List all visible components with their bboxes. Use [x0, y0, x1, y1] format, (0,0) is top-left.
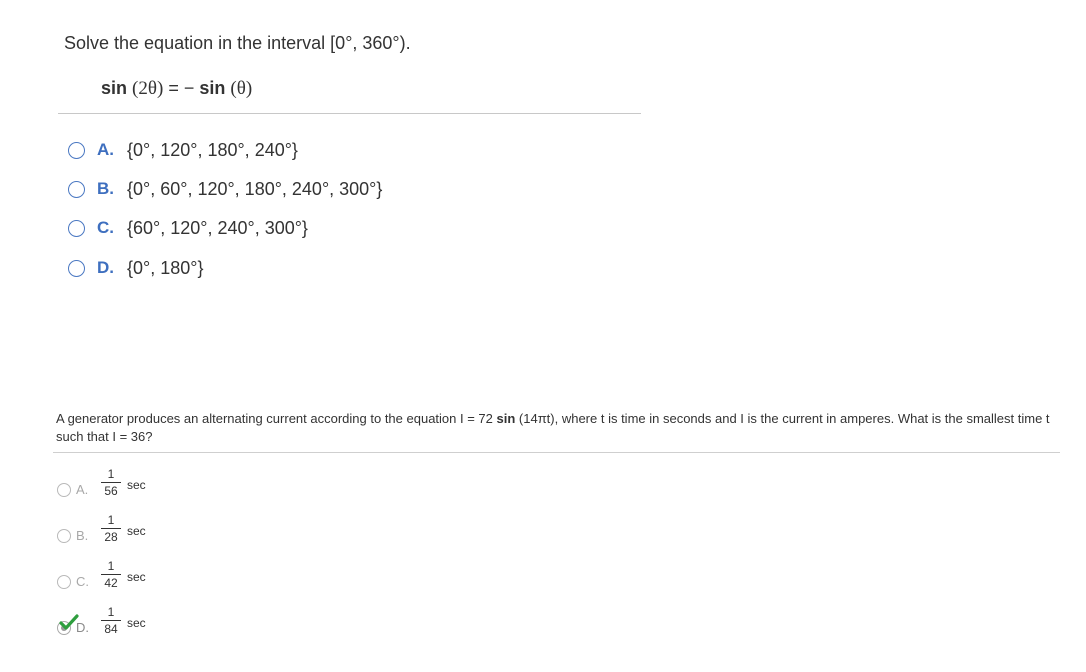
equation-rhs-argument: (θ) [230, 78, 253, 99]
fraction-bar [101, 482, 121, 483]
question1-equation [101, 78, 252, 100]
option-letter: B. [97, 179, 114, 198]
question2-option-c[interactable] [57, 559, 257, 611]
equation-minus: − [183, 78, 195, 98]
question1-option-b[interactable] [68, 176, 382, 202]
option-letter: A. [97, 140, 114, 159]
option-letter: C. [97, 218, 114, 237]
radio-button[interactable] [57, 529, 71, 543]
option-letter: D. [97, 258, 114, 277]
question2-option-a[interactable] [57, 467, 257, 519]
option-letter: C. [76, 574, 89, 589]
fraction-bar [101, 528, 121, 529]
radio-button[interactable] [68, 142, 85, 159]
equation-equals: = [168, 78, 179, 98]
question2-prompt [56, 410, 1056, 446]
question1-prompt: Solve the equation in the interval [0°, 360°). [64, 33, 411, 53]
prompt-function: sin [496, 411, 516, 426]
option-unit: sec [127, 478, 146, 492]
equation-lhs-function: sin [101, 78, 128, 98]
prompt-text-before: A generator produces an alternating current according to the equation I = 72 [56, 411, 497, 426]
radio-button[interactable] [57, 483, 71, 497]
option-answer: {0°, 180°} [127, 257, 204, 278]
fraction-numerator: 1 [107, 467, 115, 481]
option-answer: {60°, 120°, 240°, 300°} [127, 217, 308, 238]
radio-button[interactable] [68, 220, 85, 237]
fraction-numerator: 1 [107, 605, 115, 619]
question2-option-b[interactable] [57, 513, 257, 565]
question1-option-a[interactable] [68, 137, 298, 163]
fraction-denominator: 42 [104, 576, 118, 590]
question2-option-d[interactable] [57, 605, 257, 657]
radio-button[interactable] [68, 260, 85, 277]
option-answer: {0°, 120°, 180°, 240°} [127, 139, 298, 160]
fraction [101, 467, 121, 498]
fraction [101, 605, 121, 636]
fraction-bar [101, 620, 121, 621]
fraction-bar [101, 574, 121, 575]
fraction-denominator: 28 [104, 530, 118, 544]
option-unit: sec [127, 524, 146, 538]
option-letter: B. [76, 528, 89, 543]
option-letter: D. [76, 620, 89, 635]
radio-button[interactable] [57, 575, 71, 589]
question1-option-d[interactable] [68, 255, 203, 281]
question1-divider [58, 113, 641, 114]
option-answer: {0°, 60°, 120°, 180°, 240°, 300°} [127, 178, 383, 199]
fraction-numerator: 1 [107, 513, 115, 527]
option-unit: sec [127, 570, 146, 584]
equation-lhs-argument: (2θ) [132, 78, 164, 99]
fraction-denominator: 56 [104, 484, 118, 498]
radio-button[interactable] [68, 181, 85, 198]
equation-rhs-function: sin [199, 78, 226, 98]
fraction [101, 559, 121, 590]
question2-divider [53, 452, 1060, 453]
fraction-denominator: 84 [104, 622, 118, 636]
prompt-text-after: (14πt), where t is time in seconds and I is the current in amperes. What is the smallest time t such that I = 36? [56, 411, 1050, 444]
question1-option-c[interactable] [68, 215, 308, 241]
option-unit: sec [127, 616, 146, 630]
fraction-numerator: 1 [107, 559, 115, 573]
fraction [101, 513, 121, 544]
option-letter: A. [76, 482, 89, 497]
